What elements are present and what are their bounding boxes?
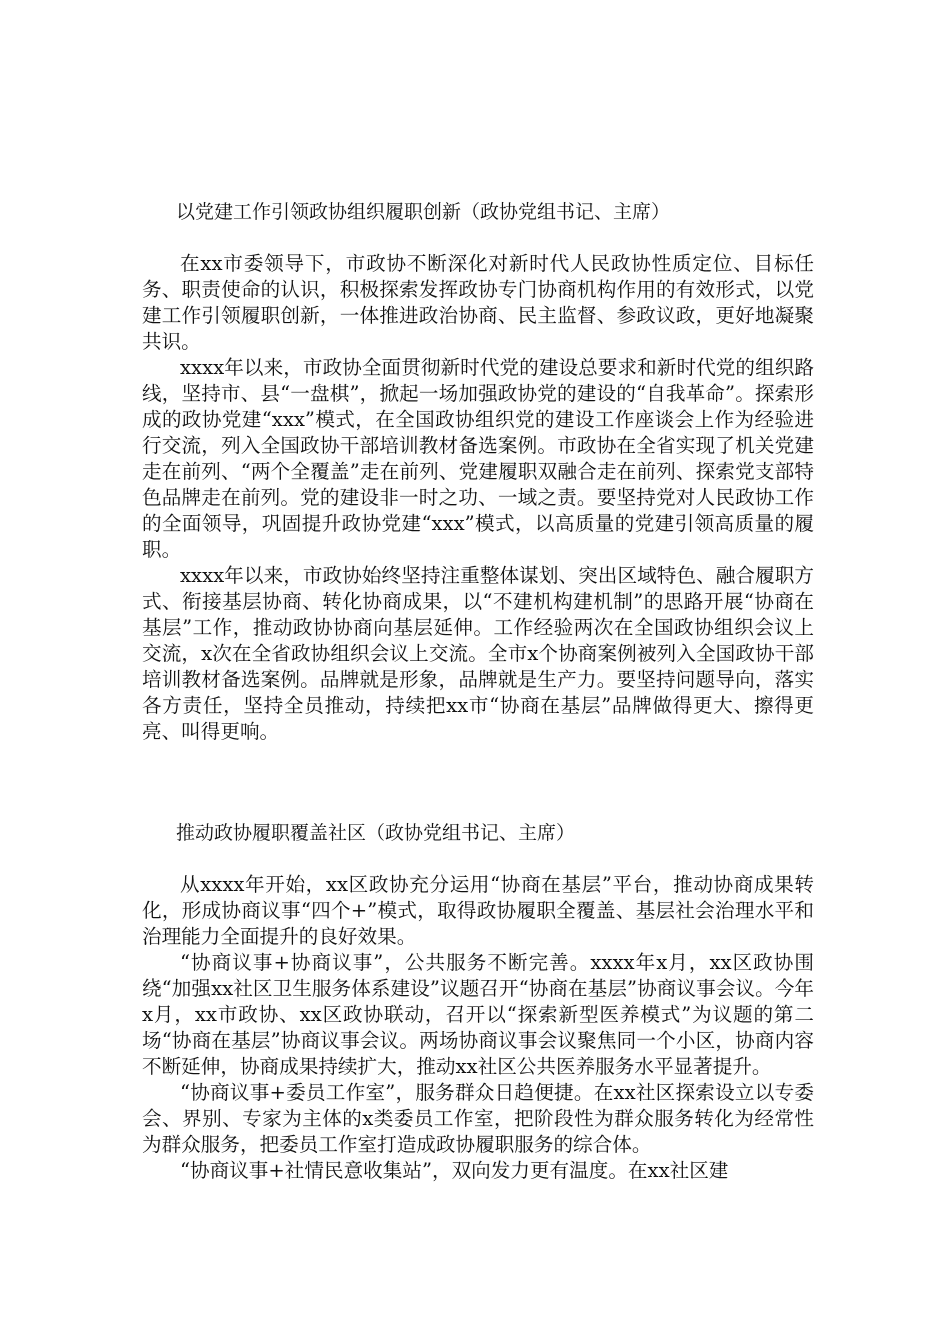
article-2-paragraph-1: 从xxxx年开始，xx区政协充分运用“协商在基层”平台，推动协商成果转化，形成协商议事“四个+”模式，取得政协履职全覆盖、基层社会治理水平和治理能力全面提升的良好效果。 <box>142 873 814 948</box>
article-1-paragraph-2: xxxx年以来，市政协全面贯彻新时代党的建设总要求和新时代党的组织路线，坚持市、县“一盘棋”，掀起一场加强政协党的建设的“自我革命”。探索形成的政协党建“xxx”模式，在全国政协组织党的建设工作座谈会上作为经验进行交流，列入全国政协干部培训教材备选案例。市政协在全省实现了机关党建走在前列、“两个全覆盖”走在前列、党建履职双融合走在前列、探索党支部特色品牌走在前列。党的建设非一时之功、一域之责。要坚持党对人民政协工作的全面领导，巩固提升政协党建“xxx”模式，以高质量的党建引领高质量的履职。 <box>142 356 814 561</box>
article-2 <box>142 820 814 1184</box>
article-2-paragraph-2: “协商议事+协商议事”，公共服务不断完善。xxxx年x月，xx区政协围绕“加强xx社区卫生服务体系建设”议题召开“协商在基层”协商议事会议。今年x月，xx市政协、xx区政协联动，召开以“探索新型医养模式”为议题的第二场“协商在基层”协商议事会议。两场协商议事会议聚焦同一个小区，协商内容不断延伸，协商成果持续扩大，推动xx社区公共医养服务水平显著提升。 <box>142 951 814 1078</box>
article-2-title: 推动政协履职覆盖社区（政协党组书记、主席） <box>176 822 576 844</box>
article-1-title: 以党建工作引领政协组织履职创新（政协党组书记、主席） <box>176 201 671 223</box>
article-2-paragraph-3: “协商议事+委员工作室”，服务群众日趋便捷。在xx社区探索设立以专委会、界别、专家为主体的x类委员工作室，把阶段性为群众服务转化为经常性为群众服务，把委员工作室打造成政协履职服务的综合体。 <box>142 1081 814 1156</box>
article-1-paragraph-1: 在xx市委领导下，市政协不断深化对新时代人民政协性质定位、目标任务、职责使命的认识，积极探索发挥政协专门协商机构作用的有效形式，以党建工作引领履职创新，一体推进政治协商、民主监督、参政议政，更好地凝聚共识。 <box>142 252 814 353</box>
article-2-paragraph-4: “协商议事+社情民意收集站”，双向发力更有温度。在xx社区建 <box>180 1159 729 1182</box>
article-1-paragraph-3: xxxx年以来，市政协始终坚持注重整体谋划、突出区域特色、融合履职方式、衔接基层协商、转化协商成果，以“不建机构建机制”的思路开展“协商在基层”工作，推动政协协商向基层延伸。工作经验两次在全国政协组织会议上交流，x次在全省政协组织会议上交流。全市x个协商案例被列入全国政协干部培训教材备选案例。品牌就是形象，品牌就是生产力。要坚持问题导向，落实各方责任，坚持全员推动，持续把xx市“协商在基层”品牌做得更大、擦得更亮、叫得更响。 <box>142 564 814 743</box>
article-1 <box>142 199 814 745</box>
